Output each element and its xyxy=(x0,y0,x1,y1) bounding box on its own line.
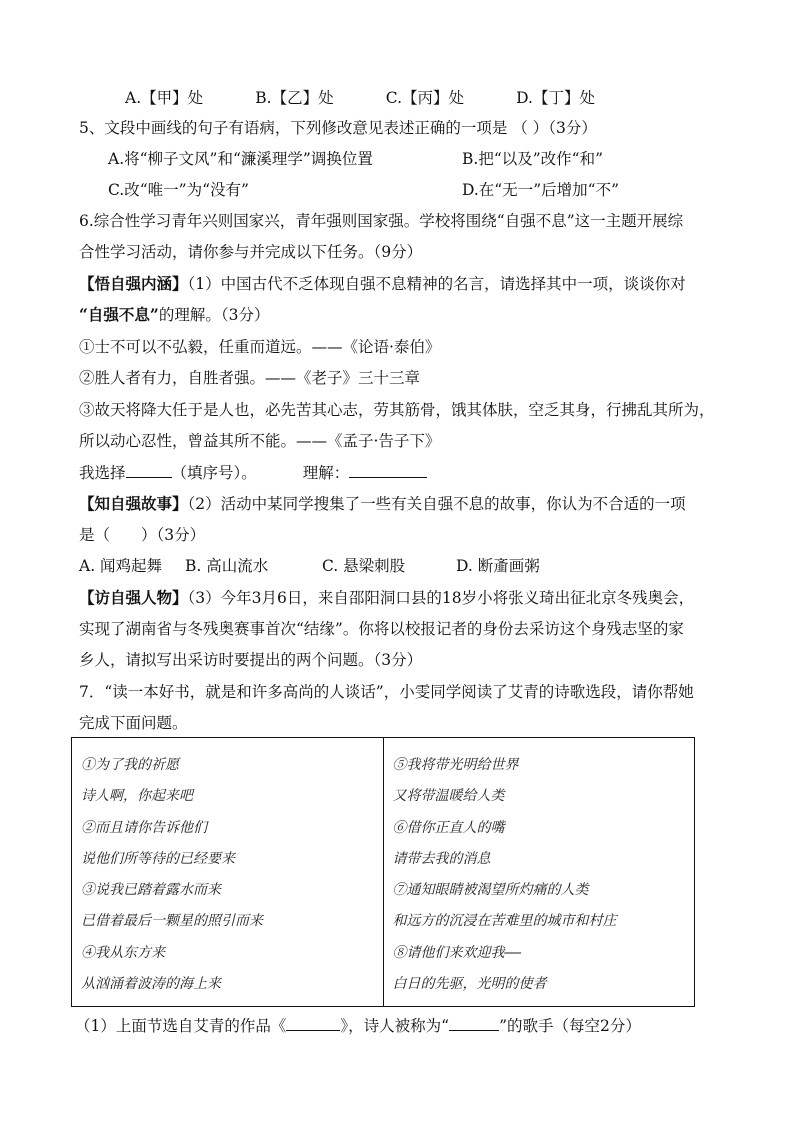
poem-right-column xyxy=(383,738,695,1007)
q6-quote3-line2: 所以动心忍性，曾益其所不能。——《孟子·告子下》 xyxy=(79,432,441,450)
q6-task2-option-b: B. 高山流水 xyxy=(185,557,269,575)
q4-option-c: C.【丙】处 xyxy=(385,89,465,107)
understand-blank[interactable] xyxy=(349,461,427,478)
q6-task1-text2: 的理解。（3分） xyxy=(158,306,270,324)
poem-table xyxy=(71,737,695,1007)
q4-option-a: A.【甲】处 xyxy=(125,89,204,107)
q4-option-d: D.【丁】处 xyxy=(516,89,595,107)
poem-line: 又将带温暖给人类 xyxy=(392,788,505,805)
poem-line: 请带去我的消息 xyxy=(392,850,491,867)
q6-quote2: ②胜人者有力，自胜者强。——《老子》三十三章 xyxy=(79,369,421,387)
q4-option-b: B.【乙】处 xyxy=(255,89,334,107)
poem-line: ⑥借你正直人的嘴 xyxy=(392,819,505,836)
q6-task3-line1 xyxy=(79,587,694,609)
poem-line: 白日的先驱，光明的使者 xyxy=(392,976,547,993)
q6-task2-option-c: C. 悬梁刺股 xyxy=(322,557,406,575)
poem-line: ④我从东方来 xyxy=(81,944,165,961)
poem-line: 说他们所等待的已经要来 xyxy=(81,850,235,867)
choose-suffix: （填序号）。 xyxy=(171,464,257,482)
poem-line: 和远方的沉浸在苦难里的城市和村庄 xyxy=(392,913,617,930)
poet-title-blank[interactable] xyxy=(449,1014,499,1031)
q7-sub1 xyxy=(75,1014,641,1037)
q6-task3-text1: （3）今年3月6日，来自邵阳洞口县的18岁小将张义琦出征北京冬残奥会， xyxy=(187,589,695,607)
q7-intro-line1: 7．“读一本好书，就是和许多高尚的人谈话”，小雯同学阅读了艾青的诗歌选段，请你帮她 xyxy=(79,683,694,701)
q5-option-a: A.将“柳子文风”和“濂溪理学”调换位置 xyxy=(108,150,373,168)
q6-task3-line2: 实现了湖南省与冬残奥赛事首次“结缘”。你将以校报记者的身份去采访这个身残志坚的家 xyxy=(79,620,684,638)
poem-left-column xyxy=(72,738,384,1007)
choose-label: 我选择 xyxy=(79,464,126,482)
poem-line: ①为了我的祈愿 xyxy=(81,757,179,773)
q6-task1-line1 xyxy=(79,273,686,295)
q7-intro-line2: 完成下面问题。 xyxy=(79,714,188,732)
q5-option-d: D.在“无一”后增加“不” xyxy=(462,181,619,199)
q6-intro-line2: 合性学习活动，请你参与并完成以下任务。（9分） xyxy=(79,243,423,261)
q4-options xyxy=(125,86,595,108)
q5-stem: 5、文段中画线的句子有语病，下列修改意见表述正确的一项是 （ ）（3分） xyxy=(79,119,597,137)
poem-line: ③说我已踏着露水而来 xyxy=(81,882,221,899)
poem-line: ⑦通知眼睛被渴望所灼痛的人类 xyxy=(392,882,589,899)
q6-task1-quote: “自强不息” xyxy=(79,305,159,324)
poem-line: ⑧请他们来欢迎我—— xyxy=(392,944,522,961)
q6-answer-line xyxy=(79,461,427,484)
q6-task2-line2: 是（ ）（3分） xyxy=(79,526,206,544)
q6-quote3-line1: ③故天将降大任于是人也，必先苦其心志，劳其筋骨，饿其体肤，空乏其身，行拂乱其所为， xyxy=(79,401,715,419)
q6-intro-line1: 6.综合性学习青年兴则国家兴，青年强则国家强。学校将围绕“自强不息”这一主题开展综 xyxy=(79,212,684,230)
poem-line: 从汹涌着波涛的海上来 xyxy=(81,976,221,993)
poem-line: 诗人啊，你起来吧 xyxy=(81,788,193,805)
q5-option-c: C.改“唯一”为“没有” xyxy=(108,181,249,199)
q6-task2-text1: （2）活动中某同学搜集了一些有关自强不息的故事，你认为不合适的一项 xyxy=(187,495,686,513)
q6-task3-title: 【访自强人物】 xyxy=(79,588,188,607)
q6-task3-line3: 乡人，请拟写出采访时要提出的两个问题。（3分） xyxy=(79,651,423,669)
choose-blank[interactable] xyxy=(126,461,172,478)
q6-task2-title: 【知自强故事】 xyxy=(79,494,188,513)
q6-quote1: ①士不可以不弘毅，任重而道远。——《论语·泰伯》 xyxy=(79,338,441,356)
q6-task1-line2 xyxy=(79,304,269,326)
understand-label: 理解： xyxy=(302,464,350,482)
q5-option-b: B.把“以及”改作“和” xyxy=(462,150,604,168)
q7-sub1-part1: （1）上面节选自艾青的作品《 xyxy=(75,1017,287,1035)
poem-line: ②而且请你告诉他们 xyxy=(81,819,207,836)
q7-sub1-part3: ”的歌手（每空2分） xyxy=(499,1017,641,1035)
q6-task1-title: 【悟自强内涵】 xyxy=(79,274,188,293)
poem-line: 已借着最后一颗星的照引而来 xyxy=(81,913,263,930)
work-title-blank[interactable] xyxy=(286,1014,340,1031)
q6-task1-text1: （1）中国古代不乏体现自强不息精神的名言，请选择其中一项，谈谈你对 xyxy=(187,275,686,293)
q6-task2-option-d: D. 断齑画粥 xyxy=(456,557,540,575)
q6-task2-option-a: A. 闻鸡起舞 xyxy=(79,557,163,575)
q7-sub1-part2: 》，诗人被称为“ xyxy=(340,1017,450,1035)
poem-line: ⑤我将带光明给世界 xyxy=(392,757,519,773)
q6-task2-line1 xyxy=(79,493,686,515)
